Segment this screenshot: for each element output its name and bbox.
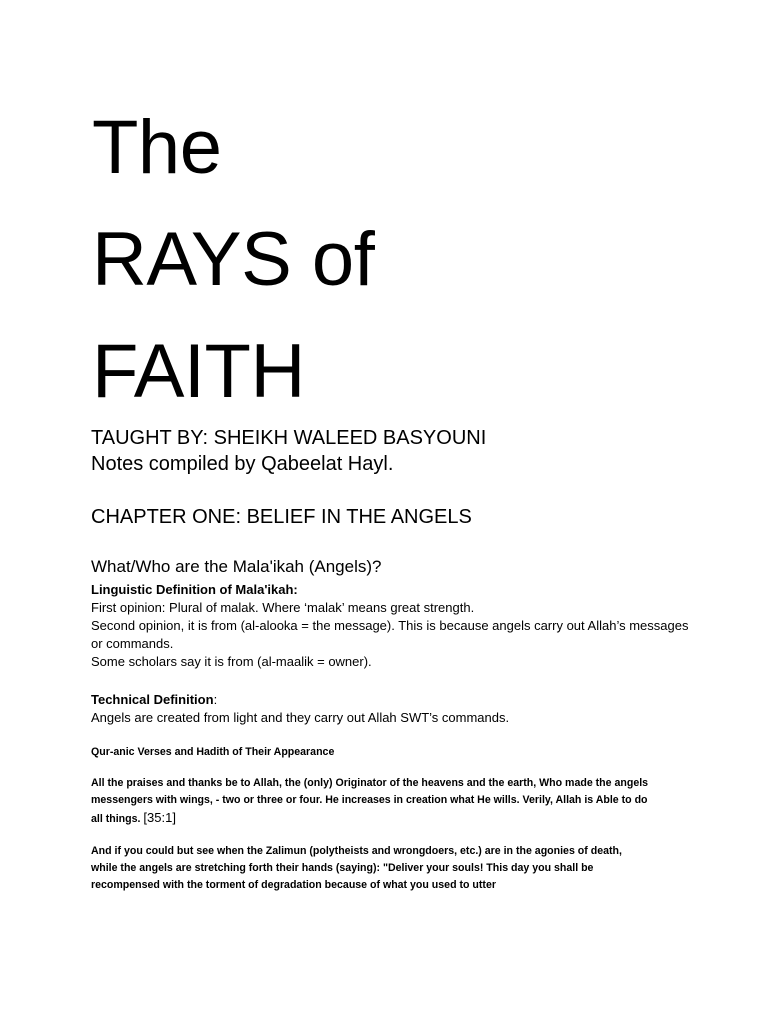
- credits: [91, 425, 486, 477]
- section-question: What/Who are the Mala'ikah (Angels)?: [91, 557, 382, 576]
- title-line-1: The: [92, 105, 222, 190]
- verse-2: And if you could but see when the Zalimun (polytheists and wrongdoers, etc.) are in the agonies of death, while the angels are stretching forth their hands (saying): "Deliver your souls! This day you shall be recompensed with the torment of degradation because of what you used to utter: [91, 845, 622, 891]
- linguistic-heading: Linguistic Definition of Mala'ikah:: [91, 582, 298, 597]
- title-line-3: FAITH: [92, 329, 305, 414]
- technical-colon: :: [213, 692, 218, 707]
- verse-1-ref: [35:1]: [143, 810, 176, 825]
- verse-1: [91, 775, 651, 828]
- verse-1-text: All the praises and thanks be to Allah, the (only) Originator of the heavens and the earth, Who made the angels messengers with wings, - two or three or four. He increases in creation what He wills. Verily, Allah is Able to do all things.: [91, 777, 649, 825]
- linguistic-line-3: Some scholars say it is from (al-maalik = owner).: [91, 654, 372, 669]
- compiled-by: Notes compiled by Qabeelat Hayl.: [91, 453, 394, 475]
- linguistic-line-1: First opinion: Plural of malak. Where ‘malak’ means great strength.: [91, 600, 475, 615]
- title-line-2: RAYS of: [92, 217, 375, 302]
- technical-definition: [91, 691, 691, 727]
- taught-by: TAUGHT BY: SHEIKH WALEED BASYOUNI: [91, 427, 487, 449]
- linguistic-line-2: Second opinion, it is from (al-alooka = the message). This is because angels carry out Allah’s messages or commands.: [91, 618, 689, 651]
- verses-heading: Qur-anic Verses and Hadith of Their Appearance: [91, 746, 335, 758]
- chapter-heading: CHAPTER ONE: BELIEF IN THE ANGELS: [91, 506, 472, 528]
- linguistic-definition: [91, 581, 691, 671]
- technical-heading-row: [91, 691, 691, 709]
- technical-heading: Technical Definition: [91, 692, 214, 707]
- technical-text: Angels are created from light and they carry out Allah SWT’s commands.: [91, 710, 510, 725]
